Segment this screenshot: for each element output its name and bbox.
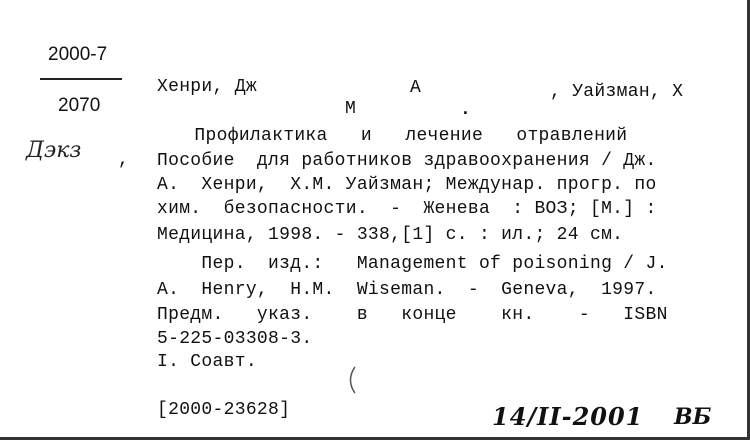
classification-code-top: 2000-7	[48, 44, 108, 65]
code-divider	[40, 78, 122, 80]
author-initial-a: А	[410, 78, 422, 98]
body-line-5: Медицина, 1998. - 338,[1] с. : ил.; 24 см.	[157, 225, 624, 245]
body-line-1: Профилактика и лечение отравлений	[150, 126, 628, 146]
body-line-10: I. Соавт.	[157, 352, 257, 372]
classification-code-bottom: 2070	[58, 95, 101, 116]
body-line-4: хим. безопасности. - Женева : ВОЗ; [М.] :	[157, 199, 657, 219]
body-line-2: Пособие для работников здравоохранения / Дж.	[157, 151, 657, 171]
registration-number: [2000-23628]	[157, 400, 291, 420]
body-line-9: 5-225-03308-3.	[157, 329, 313, 349]
initials-stamp: ВБ	[674, 404, 712, 430]
body-line-8: Предм. указ. в конце кн. - ISBN	[157, 305, 668, 325]
coauthor-heading: , Уайзман, Х	[550, 82, 684, 102]
body-line-7: А. Henry, Н.М. Wiseman. - Geneva, 1997.	[157, 280, 657, 300]
heading-dot: .	[460, 100, 472, 120]
handwritten-mark: Дэкз	[26, 138, 82, 163]
handwritten-comma: ,	[118, 150, 130, 170]
handwritten-date: 14/II-2001	[492, 402, 644, 431]
body-line-6: Пер. изд.: Management of poisoning / J.	[157, 254, 668, 274]
author-initial-m: М	[345, 99, 357, 119]
smudge-mark	[345, 365, 365, 395]
author-heading: Хенри, Дж	[157, 77, 257, 97]
body-line-3: А. Хенри, Х.М. Уайзман; Междунар. прогр. по	[157, 175, 657, 195]
